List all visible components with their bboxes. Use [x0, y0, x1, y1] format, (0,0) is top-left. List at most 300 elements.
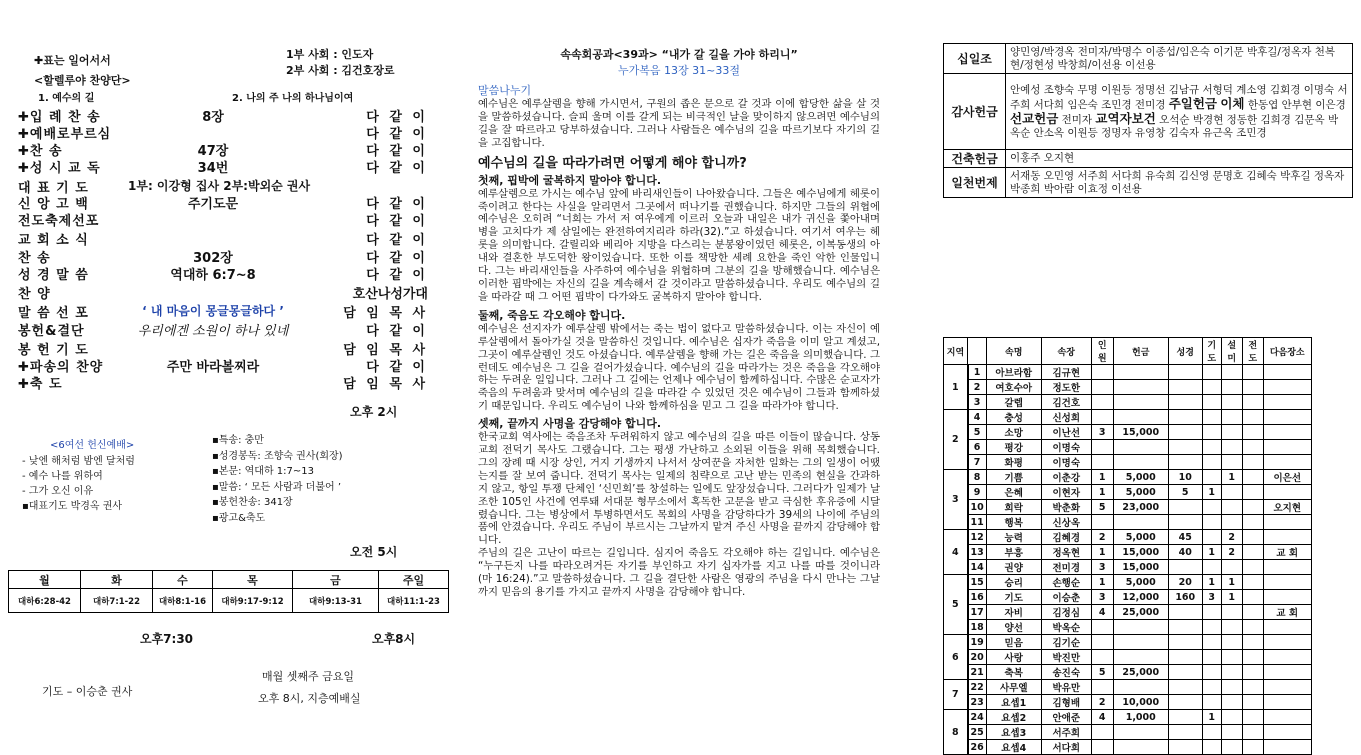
roster-cell: 권양 — [986, 560, 1041, 575]
roster-cell — [1113, 635, 1168, 650]
roster-cell — [1091, 620, 1113, 635]
roster-cell: 충성 — [986, 410, 1041, 425]
order-item-leader: 다 같 이 — [366, 233, 428, 248]
order-item-leader: 다 같 이 — [366, 214, 428, 229]
roster-cell: 4 — [1091, 710, 1113, 725]
order-item — [18, 302, 428, 320]
roster-cell: 12 — [968, 530, 987, 545]
table-row — [944, 425, 1312, 440]
roster-cell: 5 — [1091, 665, 1113, 680]
roster-cell — [1263, 695, 1311, 710]
table-row — [944, 500, 1312, 515]
order-item-leader: 다 같 이 — [366, 197, 428, 212]
roster-cell: 5,000 — [1113, 575, 1168, 590]
roster-cell — [1202, 620, 1221, 635]
roster-cell: 1 — [1202, 710, 1221, 725]
roster-header-cell: 설미 — [1221, 338, 1242, 365]
roster-cell — [1091, 365, 1113, 380]
roster-cell: 희락 — [986, 500, 1041, 515]
roster-cell: 박춘화 — [1041, 500, 1091, 515]
pm730-label: 오후7:30 — [140, 632, 194, 646]
roster-cell: 24 — [968, 710, 987, 725]
roster-cell: 3 — [1202, 590, 1221, 605]
roster-cell: 1 — [1091, 470, 1113, 485]
roster-cell — [1263, 515, 1311, 530]
table-row — [944, 455, 1312, 470]
pm2-item: ▪말씀: ‘ 모든 사람과 더불어 ’ — [212, 481, 341, 493]
hallelujah-choir: <할렐루야 찬양단> — [34, 74, 131, 87]
table-row — [944, 440, 1312, 455]
roster-cell — [1168, 380, 1202, 395]
roster-cell — [1202, 365, 1221, 380]
reading-cell: 대하7:1-22 — [81, 589, 153, 613]
order-item — [18, 140, 428, 158]
table-row — [944, 665, 1312, 680]
roster-cell — [1202, 515, 1221, 530]
roster-cell — [1091, 395, 1113, 410]
transfer-label: 이체 — [1220, 95, 1245, 111]
order-item-name: ✚예배로부르심 — [18, 127, 112, 142]
roster-cell: 은혜 — [986, 485, 1041, 500]
roster-cell — [1242, 410, 1263, 425]
roster-cell: 평강 — [986, 440, 1041, 455]
roster-cell — [1091, 515, 1113, 530]
order-item — [18, 356, 428, 374]
roster-cell: 정도한 — [1041, 380, 1091, 395]
order-item-detail: 1부: 이강형 집사 2부:박외순 권사 — [128, 179, 311, 193]
roster-cell — [1168, 365, 1202, 380]
roster-header-cell: 속명 — [986, 338, 1041, 365]
roster-cell — [1113, 440, 1168, 455]
roster-cell: 19 — [968, 635, 987, 650]
order-item-name: 봉헌&결단 — [18, 324, 85, 339]
roster-cell: 서주희 — [1041, 725, 1091, 740]
roster-cell — [1113, 650, 1168, 665]
pastor-health-names: 오석순 박경현 정동한 김희경 김문옥 박옥순 안소옥 이원등 정명자 유영창 김숙자 유근옥 조민경 — [1010, 113, 1339, 139]
roster-cell: 김정심 — [1041, 605, 1091, 620]
table-row — [944, 395, 1312, 410]
roster-cell: 21 — [968, 665, 987, 680]
reading-cell: 대하6:28-42 — [9, 589, 81, 613]
roster-cell: 160 — [1168, 590, 1202, 605]
roster-cell — [1168, 425, 1202, 440]
roster-cell — [1263, 725, 1311, 740]
order-item — [18, 193, 428, 211]
class-roster-table — [943, 337, 1312, 755]
roster-cell — [1168, 635, 1202, 650]
roster-cell: 5 — [1091, 500, 1113, 515]
roster-header-cell: 다음장소 — [1263, 338, 1311, 365]
roster-cell: 김건호 — [1041, 395, 1091, 410]
table-row — [944, 515, 1312, 530]
order-item — [18, 157, 428, 175]
lesson-question: 예수님의 길을 따라가려면 어떻게 해야 합니까? — [478, 155, 747, 171]
roster-cell — [1168, 725, 1202, 740]
pm2-item: ▪본문: 역대하 1:7~13 — [212, 466, 315, 477]
youth-item: - 그가 오신 이유 — [22, 486, 94, 497]
roster-cell — [1202, 425, 1221, 440]
region-cell: 2 — [944, 410, 968, 470]
roster-cell: 5,000 — [1113, 470, 1168, 485]
roster-cell — [1221, 680, 1242, 695]
roster-cell — [1221, 365, 1242, 380]
roster-cell: 1 — [1202, 575, 1221, 590]
roster-cell — [1221, 425, 1242, 440]
roster-cell: 2 — [1221, 530, 1242, 545]
roster-cell — [1091, 740, 1113, 755]
table-row — [944, 485, 1312, 500]
offering-row — [944, 74, 1353, 150]
roster-cell — [1091, 725, 1113, 740]
roster-cell: 15 — [968, 575, 987, 590]
order-item-name: ✚파송의 찬양 — [18, 360, 104, 375]
roster-cell: 이춘강 — [1041, 470, 1091, 485]
prayer-leader: 기도 – 이승춘 권사 — [42, 685, 133, 698]
order-item-leader: 담 임 목 사 — [343, 343, 428, 358]
order-item-leader: 다 같 이 — [366, 110, 428, 125]
roster-cell — [1263, 395, 1311, 410]
order-item-name: ✚찬 송 — [18, 144, 63, 159]
youth-title: <6여선 헌신예배> — [50, 440, 135, 451]
pm2-item: ▪특송: 충만 — [212, 435, 264, 446]
order-item-name: 신 앙 고 백 — [18, 197, 89, 212]
reading-cell: 대하11:1-23 — [379, 589, 449, 613]
roster-cell: 자비 — [986, 605, 1041, 620]
roster-cell: 김혜경 — [1041, 530, 1091, 545]
day-cell: 목 — [213, 571, 293, 589]
roster-cell: 박유만 — [1041, 680, 1091, 695]
roster-header-cell: 속장 — [1041, 338, 1091, 365]
roster-cell: 교 회 — [1263, 605, 1311, 620]
roster-cell — [1263, 560, 1311, 575]
roster-cell: 이명숙 — [1041, 455, 1091, 470]
roster-cell — [1263, 665, 1311, 680]
roster-cell: 2 — [1091, 530, 1113, 545]
point-1-paragraph: 예루살렘으로 가시는 예수님 앞에 바리새인들이 나아왔습니다. 그들은 예수님에게 헤롯이 죽이려고 한다는 사실을 알리면서 그곳에서 떠나기를 권했습니다. 하지만 그들의 위협에 예수님은 오히려 “너희는 가서 저 여우에게 이르러 오늘과 내일은 내가 귀신을 쫓아내며 병을 고치다가 제 삼일에는 완전하여지리라 하라(32).”고 하셨습니다. 여기서 여우는 헤롯을 의미합니다. 갈릴리와 베리아 지방을 다스리는 분봉왕이었던 헤롯은, 이복동생의 아내와 결혼한 부도덕한 왕이었습니다. 또한 이를 책망한 세례 요한을 죽인 악한 인물입니다. 그는 바리새인들을 사주하여 예수님을 위협하며 그분의 길을 방해했습니다. 예수님은 이러한 핍박에는 자신의 길을 계속해서 갈 것이라고 말씀하셨습니다. 우리도 예수님의 길을 따라갈 때 그 어떤 핍박이 다가와도 굴복하지 말아야 합니다. — [478, 187, 880, 303]
roster-cell: 5 — [1168, 485, 1202, 500]
roster-cell — [1202, 740, 1221, 755]
reading-cell: 대하9:17-9:12 — [213, 589, 293, 613]
roster-cell — [1221, 725, 1242, 740]
friday-place: 오후 8시, 지층예배실 — [258, 692, 361, 705]
roster-cell — [1242, 485, 1263, 500]
roster-cell — [1221, 665, 1242, 680]
roster-cell: 7 — [968, 455, 987, 470]
roster-cell — [1221, 605, 1242, 620]
point-2-heading: 둘째, 죽음도 각오해야 합니다. — [478, 308, 626, 322]
roster-cell: 이현자 — [1041, 485, 1091, 500]
table-row — [944, 410, 1312, 425]
roster-cell: 2 — [968, 380, 987, 395]
roster-cell — [1263, 680, 1311, 695]
order-item — [18, 264, 428, 282]
roster-cell: 3 — [968, 395, 987, 410]
roster-cell — [1221, 485, 1242, 500]
day-cell: 수 — [153, 571, 213, 589]
roster-cell — [1242, 605, 1263, 620]
roster-cell — [1113, 455, 1168, 470]
roster-cell — [1263, 485, 1311, 500]
roster-cell — [1242, 575, 1263, 590]
point-1-heading: 첫째, 핍박에 굴복하지 말아야 합니다. — [478, 173, 662, 187]
roster-cell: 3 — [1091, 425, 1113, 440]
roster-header-cell: 전도 — [1242, 338, 1263, 365]
reading-cell: 대하9:13-31 — [293, 589, 379, 613]
roster-cell: 3 — [1091, 560, 1113, 575]
order-item-name: ✚축 도 — [18, 377, 63, 392]
roster-header-cell: 헌금 — [1113, 338, 1168, 365]
roster-cell: 13 — [968, 545, 987, 560]
order-item — [18, 123, 428, 141]
order-item-leader: 다 같 이 — [366, 144, 428, 159]
roster-cell — [1168, 560, 1202, 575]
roster-cell — [1242, 425, 1263, 440]
roster-header — [944, 338, 1312, 365]
table-row — [944, 545, 1312, 560]
roster-cell — [1242, 635, 1263, 650]
roster-cell — [1113, 725, 1168, 740]
order-item-name: 성 경 말 씀 — [18, 268, 89, 283]
order-item — [18, 339, 428, 357]
reading-cell: 대하8:1-16 — [153, 589, 213, 613]
order-item — [18, 106, 428, 124]
order-item-detail: 주기도문 — [187, 197, 239, 212]
table-row — [944, 590, 1312, 605]
point-3-paragraph: 한국교회 역사에는 죽음조차 두려워하지 않고 예수님의 길을 따른 이들이 많습니다. 상동교회 전덕기 목사도 그랬습니다. 그는 평생 가난하고 소외된 이들을 위해 목회했습니다. 그의 장례 때 시장 상인, 거지 기생까지 나서서 상여꾼을 자처한 일화는 그의 일생이 어땠는지를 잘 보여 줍니다. 전덕기 목사는 일제의 침략으로 고난 받는 민족의 현실을 간과하지 않고, 항일 투쟁 단체인 ‘신민회’를 창설하는 일에도 앞장섰습니다. 그러다가 일제가 날조한 105인 사건에 연루돼 서대문 형무소에서 혹독한 고문을 받고 극심한 후유증에 시달렸습니다. 그는 병상에서 투병하면서도 목회의 사명을 감당하다가 39세의 나이에 주님의 품에 안겼습니다. 우리도 주님이 부르시는 그날까지 맡겨 주신 사명을 끝까지 감당해야 합니다. — [478, 431, 880, 547]
roster-header-cell: 기도 — [1202, 338, 1221, 365]
roster-cell: 송진숙 — [1041, 665, 1091, 680]
offering-table — [943, 43, 1353, 198]
point-2-paragraph: 예수님은 선지자가 예루살렘 밖에서는 죽는 법이 없다고 말씀하셨습니다. 이는 자신이 예루살렘에서 돌아가실 것을 말씀하신 것입니다. 예수님은 십자가 죽음을 이미 알고 계셨고, 그곳이 예루살렘인 것도 아셨습니다. 예루살렘을 향해 가는 길은 죽음을 의미했습니다. 그런데도 예수님은 그 길을 걸어가셨습니다. 예수님의 길을 따라가는 것은 죽음을 각오해야 하는 두려운 일입니다. 그러나 그 길에는 언제나 예수님이 함께하십니다. 수많은 순교자가 죽음의 두려움과 맞서며 예수님의 길을 따라갈 수 있었던 것은 예수님이 그들과 함께하셨기 때문입니다. 우리도 예수님이 나와 함께하심을 믿고 그 길을 따라가야 합니다. — [478, 322, 880, 413]
roster-cell: 10 — [968, 500, 987, 515]
table-row — [944, 650, 1312, 665]
order-item-name: 전도축제선포 — [18, 214, 100, 229]
roster-cell — [1263, 425, 1311, 440]
roster-cell: 서다희 — [1041, 740, 1091, 755]
offering-names: 이홍주 오지현 — [1006, 150, 1353, 168]
lesson-panel — [478, 46, 880, 599]
order-item-detail: ‘ 내 마음이 몽글몽글하다 ’ — [142, 304, 284, 318]
table-row — [944, 710, 1312, 725]
roster-cell: 2 — [1091, 695, 1113, 710]
roster-cell — [1113, 395, 1168, 410]
roster-cell — [1263, 440, 1311, 455]
order-item-name: ✚입 례 찬 송 — [18, 110, 101, 125]
roster-cell — [1242, 725, 1263, 740]
roster-cell: 17 — [968, 605, 987, 620]
roster-cell — [1091, 410, 1113, 425]
roster-cell — [1091, 455, 1113, 470]
roster-cell: 23,000 — [1113, 500, 1168, 515]
roster-cell: 소망 — [986, 425, 1041, 440]
roster-cell: 2 — [1221, 545, 1242, 560]
pm8-label: 오후8시 — [372, 632, 416, 646]
roster-cell — [1221, 500, 1242, 515]
table-row — [944, 605, 1312, 620]
order-item-name: 찬 송 — [18, 251, 51, 266]
day-cell: 월 — [9, 571, 81, 589]
point-3-heading: 셋째, 끝까지 사명을 감당해야 합니다. — [478, 417, 662, 431]
roster-cell: 요셉4 — [986, 740, 1041, 755]
roster-cell — [1202, 500, 1221, 515]
roster-cell: 신상옥 — [1041, 515, 1091, 530]
table-row — [944, 740, 1312, 755]
roster-cell — [1263, 590, 1311, 605]
table-row — [944, 695, 1312, 710]
roster-cell — [1202, 470, 1221, 485]
roster-cell — [1113, 680, 1168, 695]
roster-cell: 기쁨 — [986, 470, 1041, 485]
order-item — [18, 283, 428, 301]
roster-cell — [1263, 620, 1311, 635]
table-row — [944, 380, 1312, 395]
roster-cell: 정옥현 — [1041, 545, 1091, 560]
roster-cell: 사무엘 — [986, 680, 1041, 695]
order-item-name: 봉 헌 기 도 — [18, 343, 89, 358]
roster-cell — [1168, 395, 1202, 410]
roster-cell — [1168, 455, 1202, 470]
roster-cell — [1242, 395, 1263, 410]
roster-cell — [1168, 410, 1202, 425]
roster-cell: 김규현 — [1041, 365, 1091, 380]
roster-cell — [1202, 410, 1221, 425]
offering-label: 일천번제 — [944, 168, 1006, 198]
offering-row — [944, 168, 1353, 198]
intro-label: 말씀나누기 — [478, 84, 532, 97]
day-cell: 화 — [81, 571, 153, 589]
order-item-name: 찬 양 — [18, 287, 51, 302]
lesson-scripture: 누가복음 13장 31~33절 — [618, 64, 740, 77]
roster-cell — [1113, 380, 1168, 395]
roster-cell: 행복 — [986, 515, 1041, 530]
roster-cell: 1 — [1202, 545, 1221, 560]
order-item-detail: 34번 — [197, 161, 229, 176]
order-item-leader: 다 같 이 — [366, 268, 428, 283]
roster-cell — [1242, 545, 1263, 560]
roster-cell — [1242, 695, 1263, 710]
roster-cell: 1 — [1202, 485, 1221, 500]
sunday-offering-label: 주일헌금 — [1168, 95, 1218, 111]
roster-cell: 1 — [1091, 545, 1113, 560]
intro-paragraph: 예수님은 예루살렘을 향해 가시면서, 구원의 좁은 문으로 갈 것과 이에 합당한 삶을 살 것을 말씀하셨습니다. 슬피 울며 이를 갈게 되는 비극적인 날을 맞이하지 않으려면 예수님의 길을 잘 따르라고 당부하셨습니다. 그러나 사람들은 예수님의 길을 따르기보다 자기의 길을 고집합니다. — [478, 98, 880, 149]
conclusion-paragraph: 주님의 길은 고난이 따르는 길입니다. 심지어 죽음도 각오해야 하는 길입니다. 예수님은 “누구든지 나를 따라오려거든 자기를 부인하고 자기 십자가를 지고 나를 따를 것이니라(마 16:24).”고 말씀하셨습니다. 그 길을 결단한 사람은 영광의 주님을 다시 만나는 그날까지 믿음의 용기를 가지고 끝까지 사명을 감당해야 합니다. — [478, 547, 880, 598]
roster-cell: 45 — [1168, 530, 1202, 545]
thanks-names: 안예성 조향숙 무명 이원등 정명선 김남규 서형덕 계소영 김회경 이명숙 서주희 서다희 임은숙 조민경 전미경 — [1010, 83, 1348, 111]
roster-cell — [1091, 635, 1113, 650]
region-cell: 7 — [944, 680, 968, 710]
roster-cell: 15,000 — [1113, 545, 1168, 560]
order-item-detail: 47장 — [197, 144, 229, 159]
roster-cell: 축복 — [986, 665, 1041, 680]
day-cell: 금 — [293, 571, 379, 589]
order-item-leader: 담 임 목 사 — [343, 306, 428, 321]
roster-cell: 신성희 — [1041, 410, 1091, 425]
roster-cell — [1263, 365, 1311, 380]
roster-cell: 14 — [968, 560, 987, 575]
order-item-name: 교 회 소 식 — [18, 233, 89, 248]
offering-row — [944, 44, 1353, 74]
host-2: 2부 사회 : 김건호장로 — [286, 64, 395, 77]
pm2-item: ▪봉헌찬송: 341장 — [212, 497, 293, 508]
roster-cell — [1263, 650, 1311, 665]
order-item-detail: 역대하 6:7~8 — [170, 268, 256, 283]
roster-cell: 안애준 — [1041, 710, 1091, 725]
roster-cell — [1242, 515, 1263, 530]
roster-cell — [1168, 650, 1202, 665]
table-row — [944, 635, 1312, 650]
region-cell: 1 — [944, 365, 968, 410]
pastor-health-label: 교역자보건 — [1095, 110, 1156, 126]
transfer-names: 한동엽 안부현 이은경 — [1244, 98, 1346, 111]
roster-cell — [1221, 650, 1242, 665]
order-item-leader: 다 같 이 — [366, 127, 428, 142]
roster-cell — [1221, 515, 1242, 530]
roster-cell — [1202, 650, 1221, 665]
roster-cell — [1091, 380, 1113, 395]
roster-cell: 5,000 — [1113, 530, 1168, 545]
roster-cell — [1242, 665, 1263, 680]
roster-cell: 김기순 — [1041, 635, 1091, 650]
table-row — [944, 575, 1312, 590]
roster-cell: 사랑 — [986, 650, 1041, 665]
roster-cell — [1168, 710, 1202, 725]
am5-label: 오전 5시 — [350, 545, 398, 559]
offering-label: 감사헌금 — [944, 74, 1006, 150]
roster-cell: 10,000 — [1113, 695, 1168, 710]
roster-cell: 양선 — [986, 620, 1041, 635]
roster-cell: 교 회 — [1263, 545, 1311, 560]
roster-cell: 박옥순 — [1041, 620, 1091, 635]
roster-cell: 25,000 — [1113, 605, 1168, 620]
roster-cell: 26 — [968, 740, 987, 755]
roster-cell — [1242, 590, 1263, 605]
roster-cell: 요셉1 — [986, 695, 1041, 710]
roster-cell — [1263, 455, 1311, 470]
roster-cell — [1113, 740, 1168, 755]
region-cell: 5 — [944, 575, 968, 635]
roster-cell: 전미경 — [1041, 560, 1091, 575]
order-item — [18, 229, 428, 247]
roster-cell: 1 — [968, 365, 987, 380]
roster-cell — [1202, 380, 1221, 395]
roster-cell — [1221, 395, 1242, 410]
offering-names — [1006, 74, 1353, 150]
offering-label: 십일조 — [944, 44, 1006, 74]
roster-cell — [1221, 440, 1242, 455]
roster-cell — [1221, 695, 1242, 710]
roster-cell: 9 — [968, 485, 987, 500]
roster-cell: 5 — [968, 425, 987, 440]
mission-offering-label: 선교헌금 — [1010, 110, 1059, 126]
region-cell: 6 — [944, 635, 968, 680]
roster-cell: 8 — [968, 470, 987, 485]
roster-cell: 25,000 — [1113, 665, 1168, 680]
friday-schedule: 매월 셋째주 금요일 — [262, 670, 355, 683]
roster-cell — [1113, 410, 1168, 425]
roster-cell: 1,000 — [1113, 710, 1168, 725]
roster-cell — [1263, 740, 1311, 755]
mission-names: 전미자 — [1058, 113, 1096, 126]
order-item-name: 대 표 기 도 — [18, 181, 89, 196]
roster-cell: 능력 — [986, 530, 1041, 545]
roster-cell — [1168, 740, 1202, 755]
roster-cell — [1221, 710, 1242, 725]
offering-label: 건축헌금 — [944, 150, 1006, 168]
days-row — [9, 571, 449, 589]
host-1: 1부 사회 : 인도자 — [286, 48, 374, 61]
roster-cell — [1242, 470, 1263, 485]
roster-cell: 23 — [968, 695, 987, 710]
